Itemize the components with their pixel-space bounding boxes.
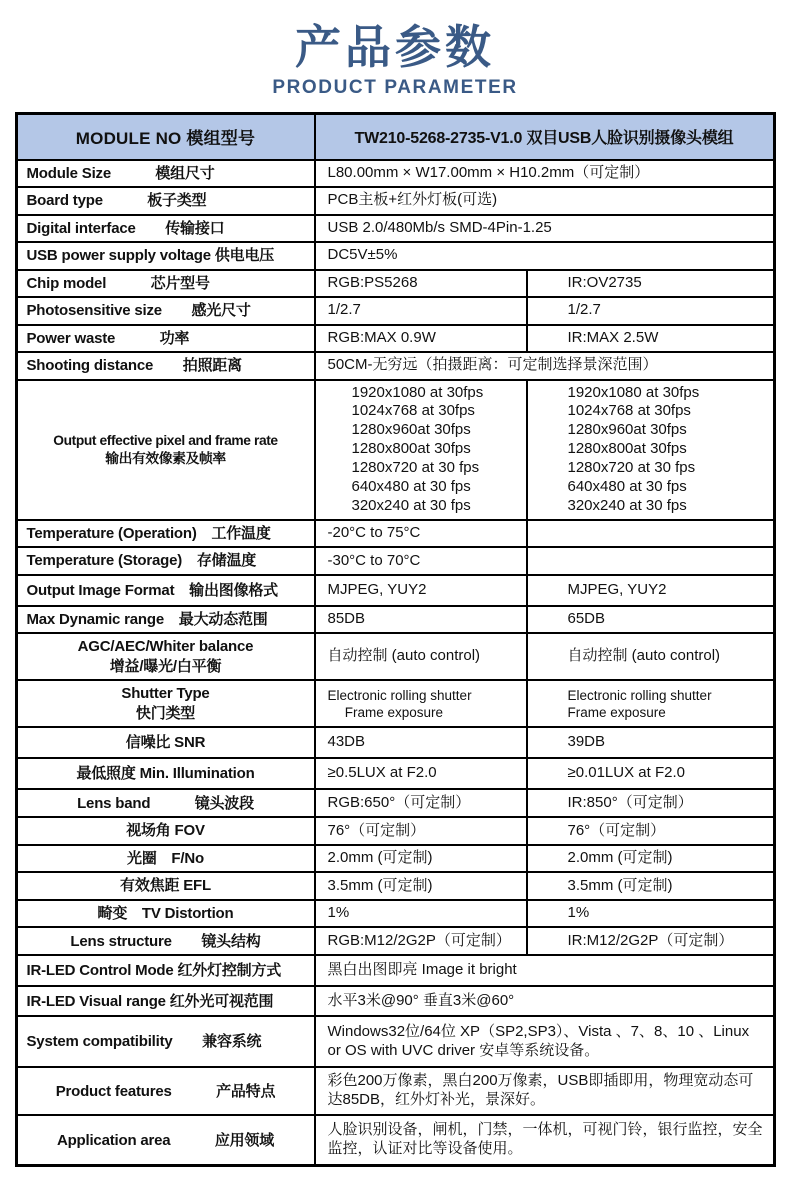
row-value-ir [526, 846, 773, 872]
row-value-line: 人脸识别设备，闸机，门禁，一体机，可视门铃，银行监控，安全监控，认证对比等设备使用。 [327, 1121, 763, 1158]
row-label-line: Lens structure 镜头结构 [70, 932, 261, 950]
row-value-rgb [314, 298, 526, 324]
row-value-ir [526, 381, 773, 519]
row-value-line: 1280x720 at 30 fps [351, 459, 480, 477]
row-label [18, 548, 314, 574]
row-value-line: -30°C to 70°C [327, 551, 421, 569]
row-label [18, 681, 314, 726]
row-value [314, 353, 773, 379]
row-value-line: 1% [327, 904, 350, 922]
row-value-line: 1280x960at 30fps [567, 421, 687, 439]
row-value-rgb [314, 901, 526, 927]
row-value-line: 彩色200万像素，黑白200万像素，USB即插即用，物理宽动态可达85DB，红外灯补光，景深好。 [327, 1072, 754, 1109]
row-value [314, 1017, 773, 1066]
row-value-line: -20°C to 75°C [327, 524, 421, 542]
row-label [18, 188, 314, 214]
row-value-ir [526, 901, 773, 927]
row-value-line: PCB主板+红外灯板(可选) [327, 191, 498, 209]
row-label [18, 326, 314, 352]
row-label [18, 634, 314, 679]
row-value-line: DC5V±5% [327, 246, 398, 264]
row-label [18, 956, 314, 985]
row-value-line: 1% [567, 904, 590, 922]
row-value-ir [526, 576, 773, 605]
row-value-line: 自动控制 (auto control) [567, 647, 721, 665]
row-label-line: Output effective pixel and frame rate [53, 432, 278, 448]
row-label-line: Lens band 镜头波段 [77, 794, 254, 812]
table-row-power-waste [18, 324, 773, 352]
row-label [18, 576, 314, 605]
row-label [18, 353, 314, 379]
row-value-rgb [314, 790, 526, 816]
module-no-value: TW210-5268-2735-V1.0 双目USB人脸识别摄像头模组 [314, 115, 773, 159]
row-label [18, 521, 314, 547]
row-value-line: L80.00mm × W17.00mm × H10.2mm（可定制） [327, 163, 650, 181]
row-value-line: IR:850°（可定制） [567, 793, 693, 811]
row-label-line: Module Size 模组尺寸 [26, 164, 215, 182]
table-row-lens-structure [18, 926, 773, 954]
row-value-line: 1024x768 at 30fps [351, 402, 475, 420]
row-label [18, 846, 314, 872]
row-label [18, 790, 314, 816]
row-label-line: 最低照度 Min. Illumination [76, 765, 255, 782]
row-label-line: Product features 产品特点 [55, 1082, 276, 1100]
row-value-line: 640x480 at 30 fps [351, 477, 471, 495]
row-value-ir [526, 298, 773, 324]
row-value-rgb [314, 381, 526, 519]
row-value-line: 65DB [567, 610, 606, 628]
row-value [314, 1116, 773, 1164]
row-value-line: 黑白出图即亮 Image it bright [327, 961, 517, 979]
row-label-line: Chip model 芯片型号 [26, 274, 210, 292]
table-row-output-image-format [18, 574, 773, 605]
table-row-lens-band [18, 788, 773, 816]
row-value-line: Electronic rolling shutter [327, 687, 472, 703]
row-label-line: Digital interface 传输接口 [26, 219, 225, 237]
row-value-ir [526, 634, 773, 679]
row-label-line: Max Dynamic range 最大动态范围 [26, 610, 268, 628]
table-header-row [18, 115, 773, 159]
row-label-line: Shutter Type [121, 685, 210, 703]
row-value-line: 1920x1080 at 30fps [351, 383, 484, 401]
row-label [18, 901, 314, 927]
row-value-line: 1/2.7 [327, 301, 361, 319]
row-label-line: Temperature (Operation) 工作温度 [26, 524, 271, 542]
table-row-tv-distortion [18, 899, 773, 927]
row-value-ir [526, 326, 773, 352]
row-value-line: ≥0.01LUX at F2.0 [567, 764, 685, 782]
page-title-zh: 产品参数 [295, 21, 495, 73]
row-value-ir [526, 521, 773, 547]
row-value-rgb [314, 326, 526, 352]
row-label-line: 畸变 TV Distortion [97, 904, 234, 922]
row-value-line: 自动控制 (auto control) [327, 647, 481, 665]
table-row-ir-led-visual-range [18, 985, 773, 1015]
row-label-line: IR-LED Control Mode 红外灯控制方式 [26, 962, 282, 979]
row-value-rgb [314, 607, 526, 633]
row-value-rgb [314, 846, 526, 872]
row-label-line: 快门类型 [135, 704, 196, 722]
parameter-table [15, 112, 776, 1168]
row-value-line: 水平3米@90° 垂直3米@60° [327, 991, 515, 1009]
row-label-line: IR-LED Visual range 红外光可视范围 [26, 992, 274, 1010]
row-value-rgb [314, 873, 526, 899]
row-value-ir [526, 873, 773, 899]
row-label [18, 928, 314, 954]
row-label [18, 1116, 314, 1164]
row-value [314, 188, 773, 214]
row-value-ir [526, 681, 773, 726]
row-label [18, 1017, 314, 1066]
row-value-line: 76°（可定制） [567, 821, 666, 839]
row-value-line: RGB:650°（可定制） [327, 793, 471, 811]
row-value [314, 956, 773, 985]
row-label [18, 818, 314, 844]
table-row-shooting-distance [18, 351, 773, 379]
row-value-rgb [314, 576, 526, 605]
row-label [18, 728, 314, 757]
row-value-line: 320x240 at 30 fps [351, 496, 471, 514]
row-value-line: 640x480 at 30 fps [567, 477, 687, 495]
module-no-label: MODULE NO 模组型号 [75, 129, 256, 149]
row-value-line: RGB:PS5268 [327, 273, 418, 291]
table-row-system-compatibility [18, 1015, 773, 1066]
table-row-photosensitive-size [18, 296, 773, 324]
table-row-temperature-storage [18, 546, 773, 574]
row-label-line: Board type 板子类型 [26, 192, 207, 210]
row-value-line: Windows32位/64位 XP（SP2,SP3）、Vista 、7、8、10 、Linux or OS with UVC driver 安卓等系统设备。 [327, 1022, 750, 1059]
row-value-ir [526, 607, 773, 633]
row-value-line: 39DB [567, 733, 606, 751]
row-label-line: 增益/曝光/白平衡 [109, 657, 222, 675]
row-value-line: 76°（可定制） [327, 821, 426, 839]
row-value-line: 320x240 at 30 fps [567, 496, 687, 514]
row-value-line: MJPEG, YUY2 [327, 580, 427, 598]
table-row-efl [18, 871, 773, 899]
table-row-f-no [18, 844, 773, 872]
table-row-temperature-operation [18, 519, 773, 547]
row-value-line: 1280x800at 30fps [567, 440, 687, 458]
row-label-line: Output Image Format 输出图像格式 [26, 581, 278, 599]
row-label [18, 216, 314, 242]
table-row-module-size [18, 159, 773, 187]
page-title [0, 0, 790, 99]
row-label-line: Photosensitive size 感光尺寸 [26, 302, 251, 320]
row-label-line: System compatibility 兼容系统 [26, 1033, 262, 1050]
row-value-line: 43DB [327, 733, 366, 751]
row-value-line: 2.0mm (可定制) [567, 849, 673, 867]
row-label-line: Temperature (Storage) 存储温度 [26, 552, 257, 570]
row-value-ir [526, 271, 773, 297]
row-value-rgb [314, 818, 526, 844]
row-value-line: 2.0mm (可定制) [327, 849, 433, 867]
row-value-ir [526, 759, 773, 788]
table-row-shutter-type [18, 679, 773, 726]
table-row-max-dynamic-range [18, 605, 773, 633]
row-label-line: 有效焦距 EFL [120, 877, 211, 895]
row-label [18, 987, 314, 1015]
page-title-en: PRODUCT PARAMETER [272, 76, 518, 98]
row-value-line: IR:M12/2G2P（可定制） [567, 931, 734, 949]
row-value-rgb [314, 548, 526, 574]
row-value-line: IR:MAX 2.5W [567, 328, 659, 346]
row-value-line: Frame exposure [327, 704, 444, 720]
table-row-agc-aec-white-balance [18, 632, 773, 679]
row-label [18, 243, 314, 269]
row-value-rgb [314, 681, 526, 726]
table-row-digital-interface [18, 214, 773, 242]
table-row-snr [18, 726, 773, 757]
row-value-line: 1280x800at 30fps [351, 440, 471, 458]
table-row-application-area [18, 1114, 773, 1164]
row-value [314, 987, 773, 1015]
row-value-rgb [314, 271, 526, 297]
row-label-line: USB power supply voltage 供电电压 [26, 247, 275, 265]
row-value-rgb [314, 521, 526, 547]
row-value-line: 85DB [327, 610, 366, 628]
row-value-line: USB 2.0/480Mb/s SMD-4Pin-1.25 [327, 218, 552, 236]
table-row-fov [18, 816, 773, 844]
row-label [18, 161, 314, 187]
row-value [314, 1068, 773, 1114]
row-value-line: 1280x720 at 30 fps [567, 459, 696, 477]
row-value-line: 1/2.7 [567, 301, 601, 319]
table-row-min-illumination [18, 757, 773, 788]
row-value-rgb [314, 728, 526, 757]
row-value-ir [526, 818, 773, 844]
table-row-chip-model [18, 269, 773, 297]
row-value-line: MJPEG, YUY2 [567, 580, 667, 598]
row-value-line: RGB:M12/2G2P（可定制） [327, 931, 511, 949]
table-row-board-type [18, 186, 773, 214]
row-label-line: Application area 应用领域 [56, 1131, 275, 1149]
row-label [18, 298, 314, 324]
row-value-line: RGB:MAX 0.9W [327, 328, 436, 346]
row-value-ir [526, 548, 773, 574]
row-value-ir [526, 728, 773, 757]
row-value-line: IR:OV2735 [567, 273, 642, 291]
row-value [314, 243, 773, 269]
row-value-rgb [314, 634, 526, 679]
row-value [314, 216, 773, 242]
row-value-ir [526, 928, 773, 954]
row-label [18, 271, 314, 297]
row-value-ir [526, 790, 773, 816]
row-value-line: ≥0.5LUX at F2.0 [327, 764, 437, 782]
table-row-usb-power-supply-voltage [18, 241, 773, 269]
table-row-product-features [18, 1066, 773, 1114]
row-label-line: Shooting distance 拍照距离 [26, 357, 242, 375]
row-label-line: 视场角 FOV [126, 822, 205, 840]
table-row-ir-led-control-mode [18, 954, 773, 985]
row-value-line: 3.5mm (可定制) [567, 876, 673, 894]
row-value-rgb [314, 928, 526, 954]
row-label [18, 1068, 314, 1114]
row-value-line: 50CM-无穷远（拍摄距离：可定制选择景深范围） [327, 356, 658, 374]
row-value-line: 1280x960at 30fps [351, 421, 471, 439]
table-row-output-effective-pixel-frame-rate [18, 379, 773, 519]
row-label [18, 873, 314, 899]
row-label-line: AGC/AEC/Whiter balance [77, 638, 254, 656]
row-value-line: Frame exposure [567, 704, 666, 720]
row-value-rgb [314, 759, 526, 788]
row-label [18, 381, 314, 519]
row-value-line: 3.5mm (可定制) [327, 876, 433, 894]
row-label [18, 607, 314, 633]
row-label-line: 光圈 F/No [127, 849, 204, 867]
row-label-line: Power waste 功率 [26, 329, 190, 347]
row-value-line: 1024x768 at 30fps [567, 402, 691, 420]
row-label-line: 输出有效像素及帧率 [105, 450, 226, 466]
row-label [18, 759, 314, 788]
row-value-line: 1920x1080 at 30fps [567, 383, 700, 401]
row-value-line: Electronic rolling shutter [567, 687, 712, 703]
row-value [314, 161, 773, 187]
row-label-line: 信噪比 SNR [125, 734, 206, 751]
